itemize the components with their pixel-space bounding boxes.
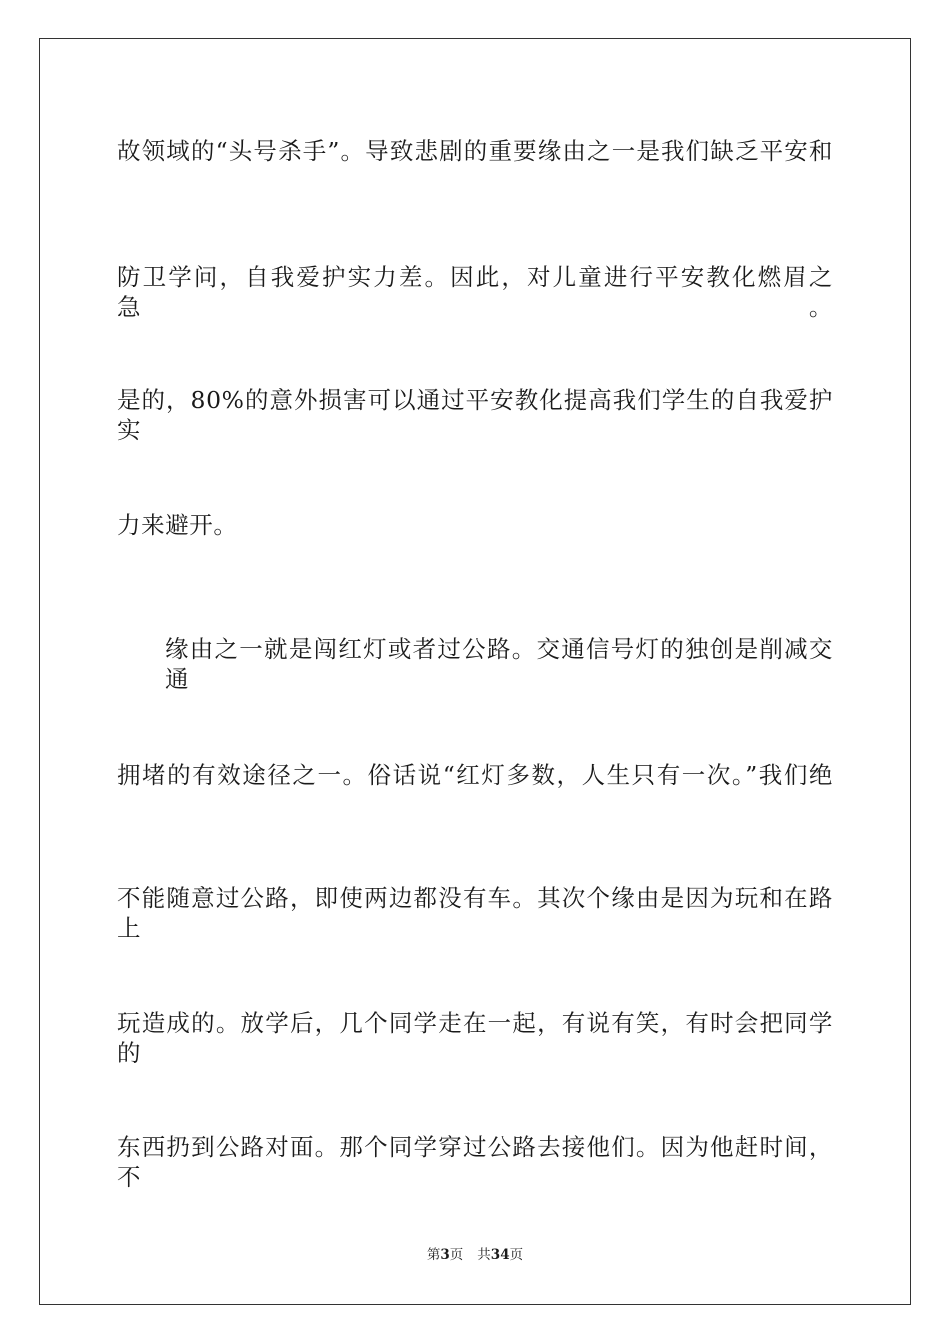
- footer-page-prefix: 第: [426, 1247, 441, 1263]
- footer-page-number: 3: [440, 1247, 450, 1263]
- footer-total-number: 34: [490, 1247, 510, 1263]
- body-line-4: 力来避开。: [117, 511, 238, 539]
- body-line-7: 不能随意过公路，即使两边都没有车。其次个缘由是因为玩和在路上: [117, 884, 833, 942]
- page-footer: [0, 1246, 950, 1264]
- body-line-2: 防卫学问，自我爱护实力差。因此，对儿童进行平安教化燃眉之急。: [117, 263, 833, 321]
- body-line-5: 缘由之一就是闯红灯或者过公路。交通信号灯的独创是削减交通: [165, 635, 833, 693]
- footer-page-suffix: 页: [449, 1247, 464, 1263]
- body-line-1: 故领域的“头号杀手”。导致悲剧的重要缘由之一是我们缺乏平安和: [117, 137, 833, 165]
- body-line-8: 玩造成的。放学后，几个同学走在一起，有说有笑，有时会把同学的: [117, 1009, 833, 1067]
- body-line-3: 是的，80%的意外损害可以通过平安教化提高我们学生的自我爱护实: [117, 386, 833, 444]
- footer-total-prefix: 共: [477, 1247, 491, 1263]
- body-line-9: 东西扔到公路对面。那个同学穿过公路去接他们。因为他赶时间，不: [117, 1133, 833, 1191]
- body-line-6: 拥堵的有效途径之一。俗话说“红灯多数，人生只有一次。”我们绝: [117, 761, 833, 789]
- footer-total-suffix: 页: [509, 1247, 524, 1263]
